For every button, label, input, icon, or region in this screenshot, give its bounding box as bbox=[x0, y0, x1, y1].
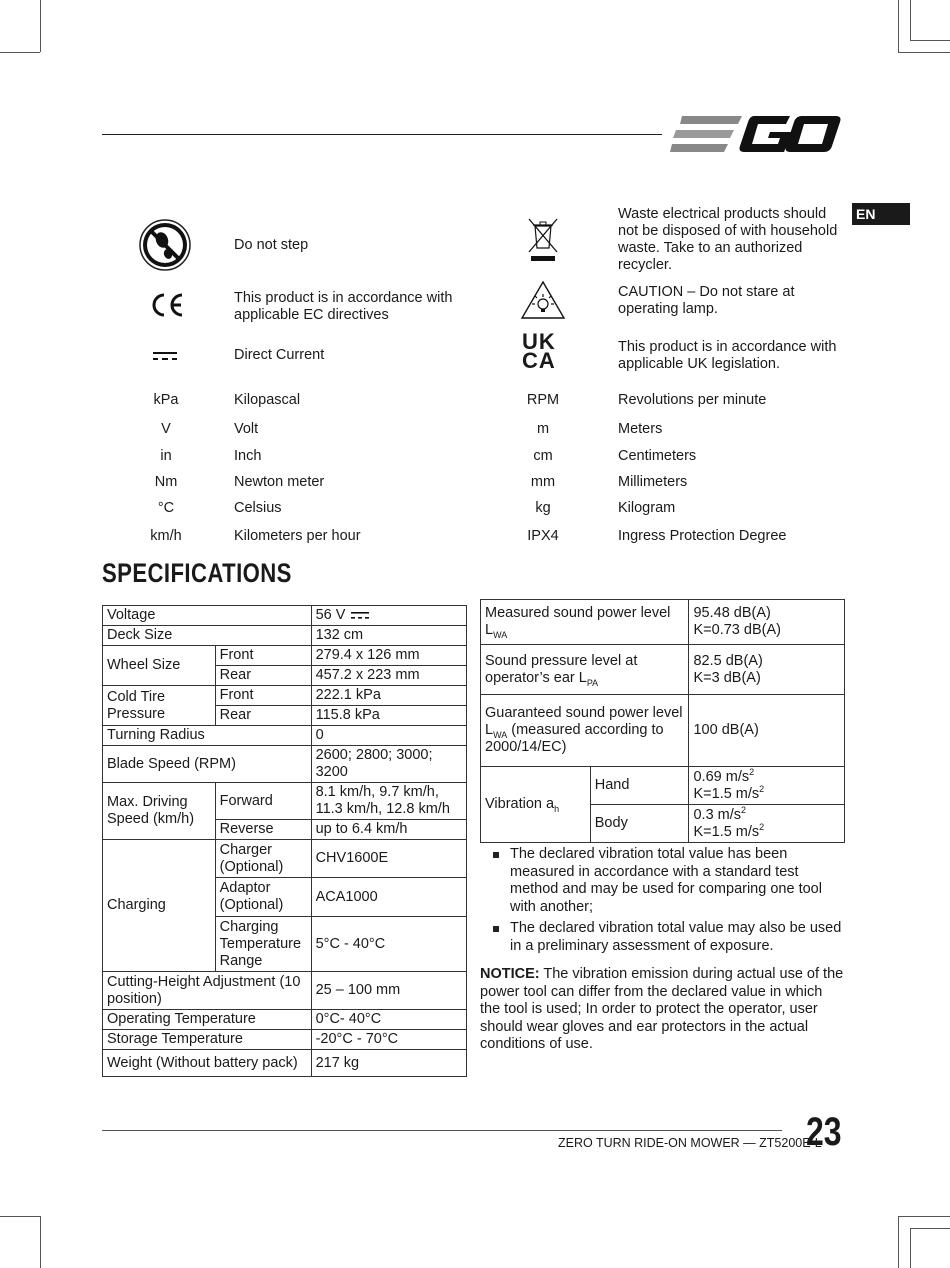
spec-label: Wheel Size bbox=[103, 646, 216, 686]
symbol-desc: Waste electrical products should not be disposed of with household waste. Take to an authorized recycler. bbox=[618, 206, 838, 273]
abbr: km/h bbox=[150, 528, 182, 544]
spec-label: Storage Temperature bbox=[103, 1030, 312, 1050]
spec-sublabel: Charging Temperature Range bbox=[215, 917, 311, 972]
sound-label: Measured sound power level $L_{WA}$ bbox=[481, 600, 689, 645]
table-row bbox=[481, 695, 845, 767]
table-row bbox=[481, 767, 845, 805]
spec-value: 0°C- 40°C bbox=[311, 1010, 466, 1030]
sound-value: 82.5 dB(A) K=3 dB(A) bbox=[689, 645, 845, 695]
crop-mark bbox=[910, 40, 950, 41]
crop-mark bbox=[910, 1228, 911, 1268]
spec-value: 8.1 km/h, 9.7 km/h, 11.3 km/h, 12.8 km/h bbox=[311, 783, 466, 820]
spec-value: 0 bbox=[311, 726, 466, 746]
crop-mark bbox=[898, 0, 899, 52]
abbr-meaning: Inch bbox=[234, 448, 262, 464]
spec-sublabel: Front bbox=[215, 646, 311, 666]
spec-label: Cutting-Height Adjustment (10 position) bbox=[103, 972, 312, 1010]
spec-value: 5°C - 40°C bbox=[311, 917, 466, 972]
table-row bbox=[103, 626, 467, 646]
spec-label: Charging bbox=[103, 840, 216, 972]
spec-sublabel: Reverse bbox=[215, 820, 311, 840]
abbr: RPM bbox=[526, 392, 560, 408]
spec-sublabel: Charger (Optional) bbox=[215, 840, 311, 878]
sound-value: 100 dB(A) bbox=[689, 695, 845, 767]
spec-value: up to 6.4 km/h bbox=[311, 820, 466, 840]
table-row bbox=[481, 645, 845, 695]
crop-mark bbox=[0, 1216, 40, 1217]
spec-value: 115.8 kPa bbox=[311, 706, 466, 726]
spec-label: Max. Driving Speed (km/h) bbox=[103, 783, 216, 840]
svg-text:EGO: EGO bbox=[730, 102, 733, 103]
table-row bbox=[103, 972, 467, 1010]
symbol-desc: Direct Current bbox=[234, 347, 325, 363]
symbol-desc: Do not step bbox=[234, 237, 309, 253]
crop-mark bbox=[898, 52, 950, 53]
spec-value: 2600; 2800; 3000; 3200 bbox=[311, 746, 466, 783]
footer-rule bbox=[102, 1130, 782, 1131]
spec-sublabel: Front bbox=[215, 686, 311, 706]
abbr: kg bbox=[535, 500, 551, 516]
page-number: 23 bbox=[806, 1110, 842, 1154]
symbol-desc: This product is in accordance with applicable UK legislation. bbox=[618, 339, 837, 372]
spec-label: Turning Radius bbox=[103, 726, 312, 746]
table-row bbox=[103, 783, 467, 820]
abbr: IPX4 bbox=[527, 528, 559, 544]
spec-value: CHV1600E bbox=[311, 840, 466, 878]
abbr-meaning: Meters bbox=[618, 421, 663, 437]
direct-current-icon bbox=[351, 611, 369, 620]
spec-value: 457.2 x 223 mm bbox=[311, 666, 466, 686]
header-rule bbox=[102, 134, 662, 135]
crop-mark bbox=[898, 1216, 950, 1217]
ukca-mark-icon: UK CA bbox=[522, 329, 556, 373]
vibration-sublabel: Body bbox=[590, 805, 689, 843]
language-tab: EN bbox=[852, 203, 910, 225]
spec-label: Blade Speed (RPM) bbox=[103, 746, 312, 783]
caution-lamp-icon bbox=[520, 280, 566, 320]
table-row bbox=[103, 840, 467, 878]
spec-sublabel: Rear bbox=[215, 666, 311, 686]
crop-mark bbox=[910, 1228, 950, 1229]
abbr-meaning: Kilopascal bbox=[234, 392, 301, 408]
spec-value: 56 V bbox=[311, 606, 466, 626]
symbol-desc: This product is in accordance with applicable EC directives bbox=[234, 290, 453, 323]
abbr: mm bbox=[530, 474, 556, 490]
abbr-meaning: Celsius bbox=[234, 500, 282, 516]
spec-value: 279.4 x 126 mm bbox=[311, 646, 466, 666]
notice-label: NOTICE: bbox=[480, 966, 540, 982]
spec-label: Cold Tire Pressure bbox=[103, 686, 216, 726]
spec-sublabel: Rear bbox=[215, 706, 311, 726]
table-row bbox=[103, 646, 467, 666]
table-row bbox=[103, 726, 467, 746]
spec-sublabel: Adaptor (Optional) bbox=[215, 878, 311, 917]
abbr-meaning: Kilogram bbox=[618, 500, 676, 516]
abbr-meaning: Centimeters bbox=[618, 448, 697, 464]
abbr: °C bbox=[157, 500, 175, 516]
vibration-value: 0.69 $m/s^2$ K=1.5 $m/s^2$ bbox=[689, 767, 845, 805]
abbr: m bbox=[536, 421, 550, 437]
list-item: The declared vibration total value may also be used in a preliminary assessment of exposure. bbox=[480, 920, 845, 955]
vibration-label: Vibration $a_h$ bbox=[481, 767, 591, 843]
table-row bbox=[103, 606, 467, 626]
spec-value: -20°C - 70°C bbox=[311, 1030, 466, 1050]
crop-mark bbox=[0, 52, 40, 53]
abbr-meaning: Kilometers per hour bbox=[234, 528, 361, 544]
spec-label: Operating Temperature bbox=[103, 1010, 312, 1030]
sound-value: 95.48 dB(A) K=0.73 dB(A) bbox=[689, 600, 845, 645]
spec-value: 222.1 kPa bbox=[311, 686, 466, 706]
sound-vibration-table bbox=[480, 599, 845, 843]
spec-label: Voltage bbox=[103, 606, 312, 626]
spec-value: 25 – 100 mm bbox=[311, 972, 466, 1010]
do-not-step-icon bbox=[138, 218, 192, 272]
spec-value: 217 kg bbox=[311, 1050, 466, 1077]
footer-title: ZERO TURN RIDE-ON MOWER — ZT5200E-L bbox=[558, 1136, 822, 1150]
specifications-table bbox=[102, 605, 467, 1077]
spec-value: ACA1000 bbox=[311, 878, 466, 917]
notice bbox=[480, 966, 845, 1054]
spec-label: Weight (Without battery pack) bbox=[103, 1050, 312, 1077]
notice-text: The vibration emission during actual use of the power tool can differ from the declared value in which the tool is used; In order to protect the operator, user should wear gloves and ear protectors in the actual conditions of use. bbox=[480, 966, 844, 1052]
table-row bbox=[103, 746, 467, 783]
abbr: Nm bbox=[154, 474, 178, 490]
direct-current-icon bbox=[152, 350, 178, 362]
abbr: kPa bbox=[153, 392, 179, 408]
abbr-meaning: Millimeters bbox=[618, 474, 688, 490]
ego-logo bbox=[672, 102, 844, 156]
spec-label: Deck Size bbox=[103, 626, 312, 646]
ce-mark-icon bbox=[148, 292, 186, 318]
abbr-meaning: Ingress Protection Degree bbox=[618, 528, 787, 544]
abbr-meaning: Volt bbox=[234, 421, 259, 437]
abbr: in bbox=[160, 448, 172, 464]
vibration-sublabel: Hand bbox=[590, 767, 689, 805]
vibration-notes bbox=[480, 846, 845, 959]
spec-sublabel: Forward bbox=[215, 783, 311, 820]
crop-mark bbox=[40, 1216, 41, 1268]
table-row bbox=[103, 1030, 467, 1050]
table-row bbox=[103, 1010, 467, 1030]
list-item: The declared vibration total value has been measured in accordance with a standard test method and may be used for comparing one tool with another; bbox=[480, 846, 845, 916]
table-row bbox=[103, 1050, 467, 1077]
table-row bbox=[103, 686, 467, 706]
abbr-meaning: Newton meter bbox=[234, 474, 325, 490]
symbol-desc: CAUTION – Do not stare at operating lamp. bbox=[618, 284, 795, 317]
table-row bbox=[481, 600, 845, 645]
sound-label: Sound pressure level at operator’s ear $L_{PA}$ bbox=[481, 645, 689, 695]
abbr: V bbox=[161, 421, 171, 437]
spec-value: 132 cm bbox=[311, 626, 466, 646]
crop-mark bbox=[910, 0, 911, 40]
vibration-value: 0.3 $m/s^2$ K=1.5 $m/s^2$ bbox=[689, 805, 845, 843]
section-title: SPECIFICATIONS bbox=[102, 558, 292, 588]
crop-mark bbox=[40, 0, 41, 52]
crop-mark bbox=[898, 1216, 899, 1268]
abbr: cm bbox=[533, 448, 553, 464]
abbr-meaning: Revolutions per minute bbox=[618, 392, 767, 408]
sound-label: Guaranteed sound power level $L_{WA}$ (measured according to 2000/14/EC) bbox=[481, 695, 689, 767]
weee-bin-icon bbox=[526, 216, 560, 264]
